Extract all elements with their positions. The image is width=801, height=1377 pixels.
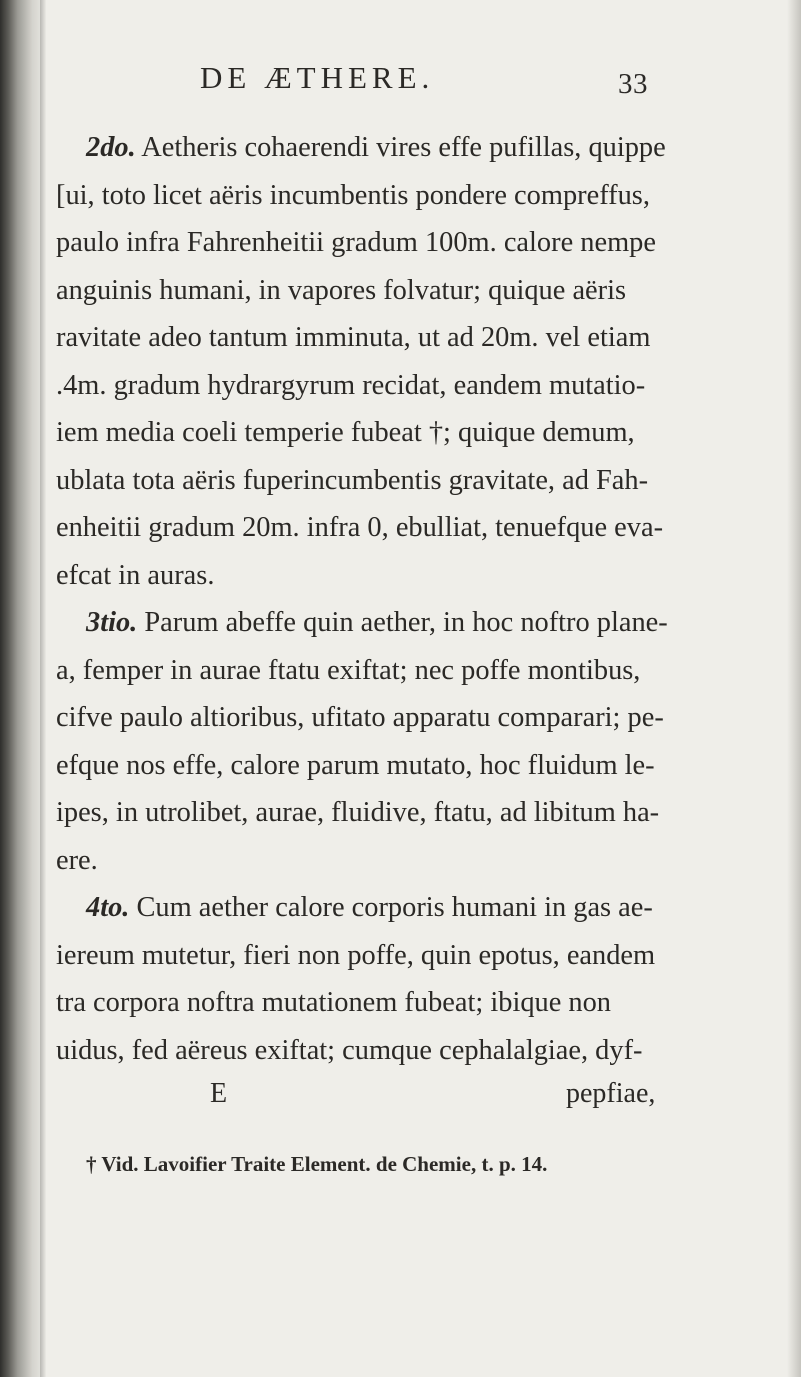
page-number: 33 <box>618 68 648 100</box>
text-line: tra corpora noftra mutationem fubeat; ibique non <box>56 987 612 1018</box>
text-line: iem media coeli temperie fubeat †; quique demum, <box>56 417 635 448</box>
text-line: 2do. Aetheris cohaerendi vires effe pufillas, quippe <box>86 132 666 163</box>
text-line: a, femper in aurae ftatu exiftat; nec poffe montibus, <box>56 655 641 686</box>
text-line: cifve paulo altioribus, ufitato apparatu comparari; pe- <box>56 702 664 733</box>
text-line: ipes, in utrolibet, aurae, fluidive, ftatu, ad libitum ha- <box>56 797 660 828</box>
text-line: uidus, fed aëreus exiftat; cumque cephalalgiae, dyf- <box>56 1035 643 1066</box>
text-line: [ui, toto licet aëris incumbentis pondere compreffus, <box>56 180 650 211</box>
text-line: iereum mutetur, fieri non poffe, quin epotus, eandem <box>56 940 656 971</box>
text-line: efcat in auras. <box>56 560 215 591</box>
text-line: 4to. Cum aether calore corporis humani in gas ae- <box>86 892 653 923</box>
text-line: efque nos effe, calore parum mutato, hoc fluidum le- <box>56 750 655 781</box>
text-line: ere. <box>56 845 98 876</box>
text-line: paulo infra Fahrenheitii gradum 100m. calore nempe <box>56 227 656 258</box>
catchword: pepfiae, <box>566 1078 656 1109</box>
footnote: † Vid. Lavoifier Traite Element. de Chemie, t. p. 14. <box>86 1152 548 1176</box>
text-line: enheitii gradum 20m. infra 0, ebulliat, tenuefque eva- <box>56 512 664 543</box>
signature-mark: E <box>210 1078 228 1109</box>
text-line: ublata tota aëris fuperincumbentis gravitate, ad Fah- <box>56 465 649 496</box>
running-head: DE ÆTHERE. <box>200 60 435 95</box>
text-line: anguinis humani, in vapores folvatur; quique aëris <box>56 275 627 306</box>
text-line: .4m. gradum hydrargyrum recidat, eandem mutatio- <box>56 370 646 401</box>
text-line: ravitate adeo tantum imminuta, ut ad 20m. vel etiam <box>56 322 651 353</box>
text-line: 3tio. Parum abeffe quin aether, in hoc noftro plane- <box>86 607 668 638</box>
